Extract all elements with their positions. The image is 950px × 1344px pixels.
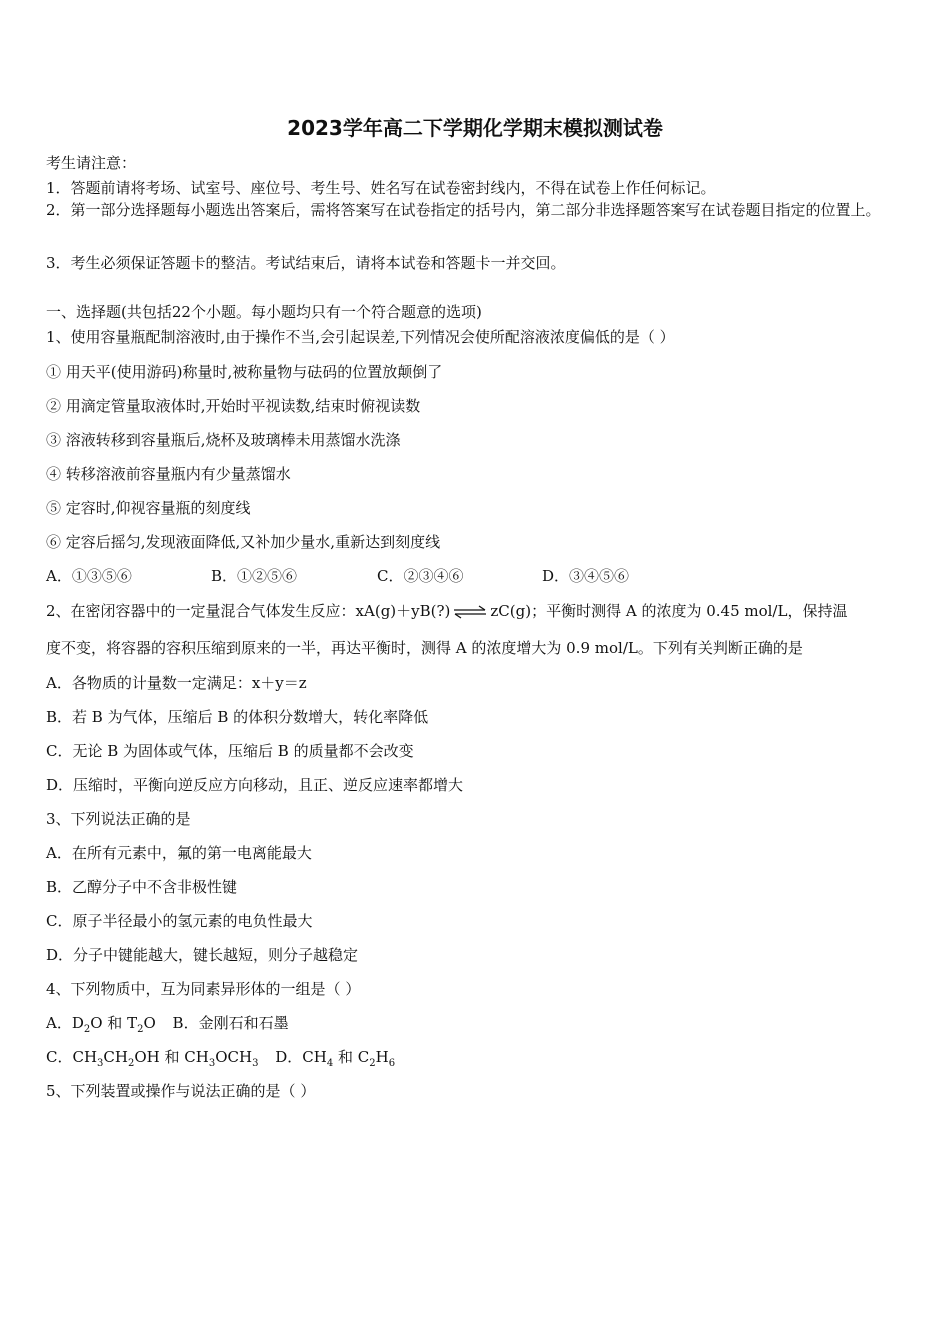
page-title: 2023学年高二下学期化学期末模拟测试卷 (287, 116, 663, 140)
section-heading: 一、选择题(共包括22个小题。每小题均只有一个符合题意的选项) (46, 303, 482, 321)
question-4-option-c: C．$CH_3CH_2OH$ 和 $CH_3OCH_3$ (46, 1048, 259, 1069)
question-3-option-c: C．原子半径最小的氢元素的电负性最大 (46, 912, 313, 930)
question-5-stem: 5、下列装置或操作与说法正确的是（ ） (46, 1082, 316, 1100)
question-4-options-row1 (46, 1012, 906, 1035)
question-2-option-b: B．若 B 为气体，压缩后 B 的体积分数增大，转化率降低 (46, 708, 429, 726)
question-2-stem-line2: 度不变，将容器的容积压缩到原来的一半，再达平衡时，测得 A 的浓度增大为 0.9 mol/L。下列有关判断正确的是 (46, 639, 803, 657)
question-1-option-b: B．①②⑤⑥ (211, 567, 298, 585)
question-2-option-c: C．无论 B 为固体或气体，压缩后 B 的质量都不会改变 (46, 742, 414, 760)
question-2-option-d: D．压缩时，平衡向逆反应方向移动，且正、逆反应速率都增大 (46, 776, 464, 794)
question-4-option-b: B．金刚石和石墨 (172, 1014, 289, 1032)
question-4-stem: 4、下列物质中，互为同素异形体的一组是（ ） (46, 980, 361, 998)
question-1-item: ⑤ 定容时,仰视容量瓶的刻度线 (46, 499, 251, 517)
question-1-item: ④ 转移溶液前容量瓶内有少量蒸馏水 (46, 465, 291, 483)
notice-item: 2．第一部分选择题每小题选出答案后，需将答案写在试卷指定的括号内，第二部分非选择题答案写在试卷题目指定的位置上。 (46, 201, 881, 219)
question-1-item: ⑥ 定容后摇匀,发现液面降低,又补加少量水,重新达到刻度线 (46, 533, 441, 551)
question-2-stem-a: 2、在密闭容器中的一定量混合气体发生反应：xA(g)＋yB(?) (46, 602, 451, 620)
question-1-option-a: A．①③⑤⑥ (46, 567, 132, 585)
question-1-item: ② 用滴定管量取液体时,开始时平视读数,结束时俯视读数 (46, 397, 421, 415)
question-3-option-d: D．分子中键能越大，键长越短，则分子越稳定 (46, 946, 359, 964)
equilibrium-arrow-icon (453, 605, 487, 619)
question-2-stem-line1 (46, 600, 906, 621)
question-1-option-c: C．②③④⑥ (377, 567, 464, 585)
question-4-options-row2 (46, 1046, 906, 1069)
question-3-option-a: A．在所有元素中，氟的第一电离能最大 (46, 844, 312, 862)
question-3-option-b: B．乙醇分子中不含非极性键 (46, 878, 238, 896)
question-1-item: ③ 溶液转移到容量瓶后,烧杯及玻璃棒未用蒸馏水洗涤 (46, 431, 401, 449)
question-2-stem-b: zC(g)；平衡时测得 A 的浓度为 0.45 mol/L，保持温 (490, 602, 848, 620)
question-1-option-d: D．③④⑤⑥ (542, 567, 630, 585)
question-1-stem: 1、使用容量瓶配制溶液时,由于操作不当,会引起误差,下列情况会使所配溶液浓度偏低的是（ ） (46, 328, 675, 346)
notice-item: 1．答题前请将考场、试室号、座位号、考生号、姓名写在试卷密封线内，不得在试卷上作任何标记。 (46, 179, 716, 197)
notice-heading: 考生请注意： (46, 154, 137, 172)
question-4-option-a: A．$D_2O$ 和 $T_2O$ (46, 1014, 156, 1035)
notice-item: 3．考生必须保证答题卡的整洁。考试结束后，请将本试卷和答题卡一并交回。 (46, 254, 566, 272)
question-4-option-d: D．$CH_4$ 和 $C_2H_6$ (275, 1048, 396, 1069)
question-1-item: ① 用天平(使用游码)称量时,被称量物与砝码的位置放颠倒了 (46, 363, 443, 381)
question-3-stem: 3、下列说法正确的是 (46, 810, 191, 828)
question-2-option-a: A．各物质的计量数一定满足：x＋y＝z (46, 674, 307, 692)
